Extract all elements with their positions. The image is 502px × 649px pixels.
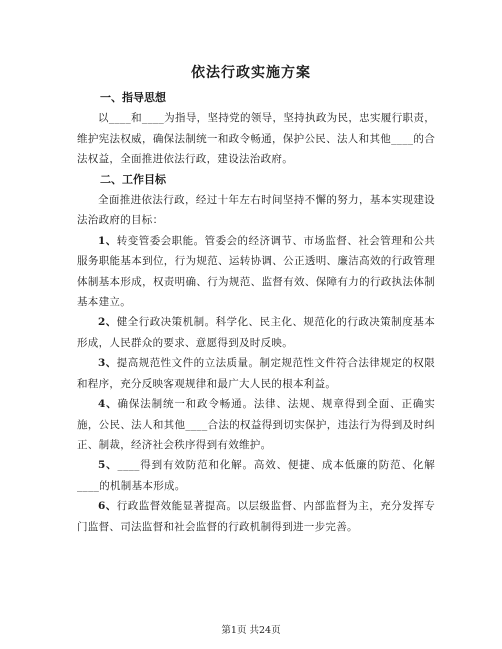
- goal-text: 确保法制统一和政令畅通。法律、法规、规章得到全面、正确实施，公民、法人和其他____合法的权益得到切实保护，违法行为得到及时纠正、制裁，经济社会秩序得到有效维护。: [77, 398, 436, 451]
- work-goals-intro: 全面推进依法行政，经过十年左右时间坚持不懈的努力，基本实现建设法治政府的目标：: [77, 194, 435, 227]
- goal-text: 转变管委会职能。管委会的经济调节、市场监督、社会管理和公共服务职能基本到位，行为规范、运转协调、公正透明、廉洁高效的行政管理体制基本形成，权责明确、行为规范、监督有效、保障有力的行政执法体制基本建立。: [77, 234, 435, 309]
- goal-number: 2、: [98, 316, 117, 329]
- section-heading-work-goals: 二、工作目标: [100, 172, 166, 186]
- goal-text: 提高规范性文件的立法质量。制定规范性文件符合法律规定的权限和程序，充分反映客观规律和最广大人民的根本利益。: [77, 357, 435, 390]
- goal-number: 3、: [98, 357, 117, 370]
- goal-text: 行政监督效能显著提高。以层级监督、内部监督为主，充分发挥专门监督、司法监督和社会监督的行政机制得到进一步完善。: [77, 500, 435, 533]
- goal-text: 健全行政决策机制。科学化、民主化、规范化的行政决策制度基本形成，人民群众的要求、意愿得到及时反映。: [77, 316, 435, 349]
- goal-number: 4、: [98, 398, 118, 411]
- goal-item: [77, 312, 435, 353]
- goal-number: 6、: [98, 500, 117, 513]
- page-title: 依法行政实施方案: [191, 65, 311, 81]
- goal-item: [77, 353, 435, 394]
- goal-item: [77, 231, 435, 313]
- goal-item: [77, 394, 435, 455]
- goal-item: [77, 496, 435, 537]
- goal-number: 5、: [98, 459, 118, 472]
- page-footer: 第1页 共24页: [221, 625, 281, 636]
- section-paragraph-guiding-ideology: 以____和____为指导，坚持党的领导，坚持执政为民，忠实履行职责，维护宪法权威，确保法制统一和政令畅通，保护公民、法人和其他____的合法权益，全面推进依法行政，建设法治政府。: [77, 112, 435, 166]
- goal-text: ____得到有效防范和化解。高效、便捷、成本低廉的防范、化解____的机制基本形成。: [77, 459, 436, 492]
- goal-item: [77, 455, 435, 496]
- section-heading-guiding-ideology: 一、指导思想: [100, 91, 166, 104]
- goal-number: 1、: [98, 234, 117, 247]
- document-body: [77, 88, 435, 537]
